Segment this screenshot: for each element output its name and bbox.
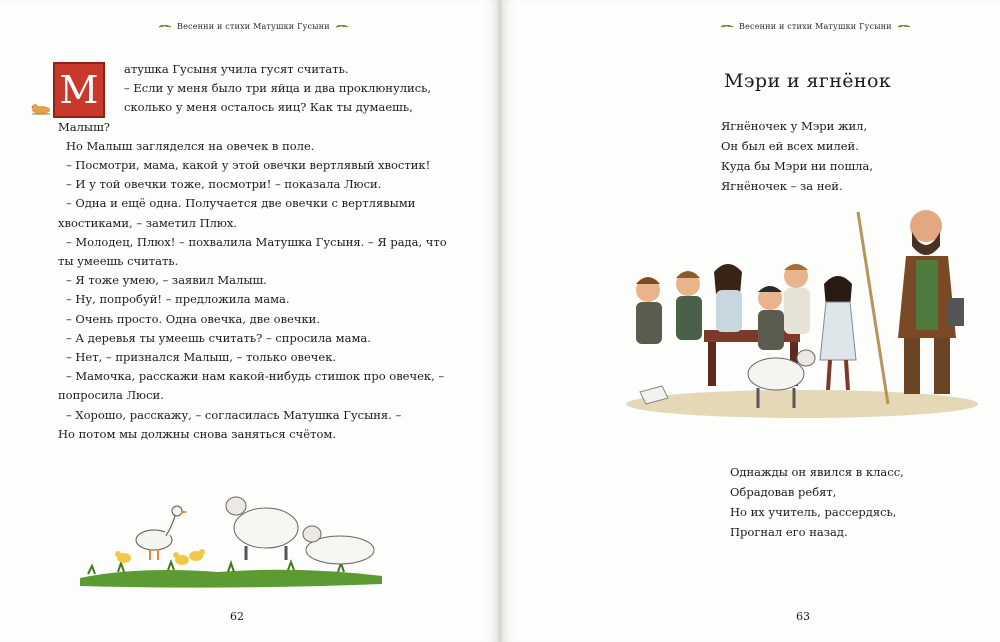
running-head-text: Весенни и стихи Матушки Гусыни [177,22,330,31]
left-page [0,0,498,642]
poem-title: Мэри и ягнёнок [724,70,892,92]
text-line: сколько у меня осталось яиц? Как ты думаешь, [124,100,413,115]
stanza-2 [730,462,904,542]
child-figure [636,277,662,344]
verse-line: Он был ей всех милей. [721,139,859,153]
text-line: атушка Гусыня учила гусят считать. [124,62,349,76]
child-figure [714,264,742,332]
verse-line: Но их учитель, рассердясь, [730,505,897,519]
classroom-illustration [622,198,982,422]
text-line: ты умеешь считать. [58,254,179,269]
page-number-right: 63 [796,610,810,623]
text-line: – Я тоже умею, – заявил Малыш. [66,273,267,288]
child-figure [784,264,810,334]
sprig-icon [158,23,172,31]
verse-line: Ягнёночек – за ней. [721,179,843,193]
bird-icon [29,100,53,116]
verse-line: Однажды он явился в класс, [730,465,904,479]
text-line: – Ну, попробуй! – предложила мама. [66,292,290,307]
right-page [502,0,1000,642]
drop-cap-letter: М [59,68,99,112]
running-head-right [720,22,911,31]
text-line: попросила Люси. [58,388,164,403]
text-line: – А деревья ты умеешь считать? – спросила мама. [66,330,371,345]
running-head-text: Весенни и стихи Матушки Гусыни [739,22,892,31]
sprig-icon [897,23,911,31]
verse-line: Прогнал его назад. [730,525,848,539]
text-line: – Мамочка, расскажи нам какой-нибудь стишок про овечек, – [66,369,445,384]
mary-figure [820,276,856,390]
story-text [58,60,447,444]
child-figure [758,286,784,350]
text-line: Но Малыш загляделся на овечек в поле. [66,138,315,153]
stanza-1 [721,116,873,196]
running-head-left [158,22,349,31]
text-line: – Посмотри, мама, какой у этой овечки вертлявый хвостик! [66,158,431,173]
sprig-icon [720,23,734,31]
text-line: – И у той овечки тоже, посмотри! – показала Люси. [66,177,382,192]
teacher-figure [858,210,964,404]
text-line: – Если у меня было три яйца и два проклюнулись, [124,81,432,96]
page-number-left: 62 [230,610,244,623]
text-line: – Одна и ещё одна. Получается две овечки с вертлявыми [66,196,416,211]
text-line: – Нет, – признался Малыш, – только овечек. [66,350,337,365]
text-line: Но потом мы должны снова заняться счётом. [58,426,336,441]
text-line: – Хорошо, расскажу, – согласилась Матушка Гусыня. – [66,407,402,422]
verse-line: Куда бы Мэри ни пошла, [721,159,873,173]
text-line: – Очень просто. Одна овечка, две овечки. [66,311,320,326]
verse-line: Обрадовав ребят, [730,485,837,499]
goose-and-sheep-illustration [78,482,384,590]
verse-line: Ягнёночек у Мэри жил, [721,119,868,133]
child-figure [676,271,702,340]
text-line: хвостиками, – заметил Плюх. [58,215,238,230]
sprig-icon [335,23,349,31]
text-line: – Молодец, Плюх! – похвалила Матушка Гусыня. – Я рада, что [66,234,447,249]
text-line: Малыш? [58,119,110,134]
